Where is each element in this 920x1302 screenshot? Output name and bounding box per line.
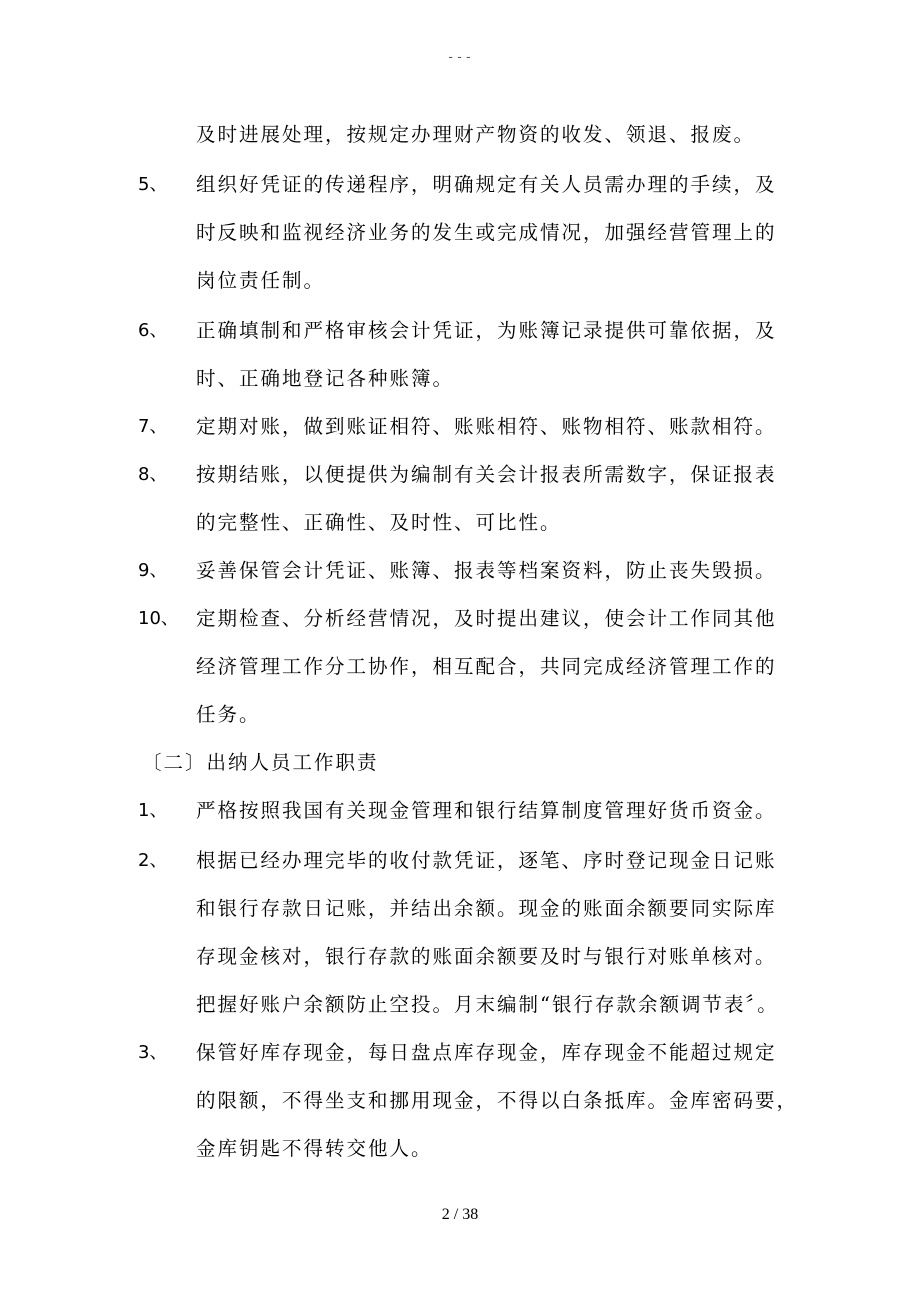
- header-mark: ---: [446, 50, 474, 65]
- page-number: 2 / 38: [441, 1206, 479, 1223]
